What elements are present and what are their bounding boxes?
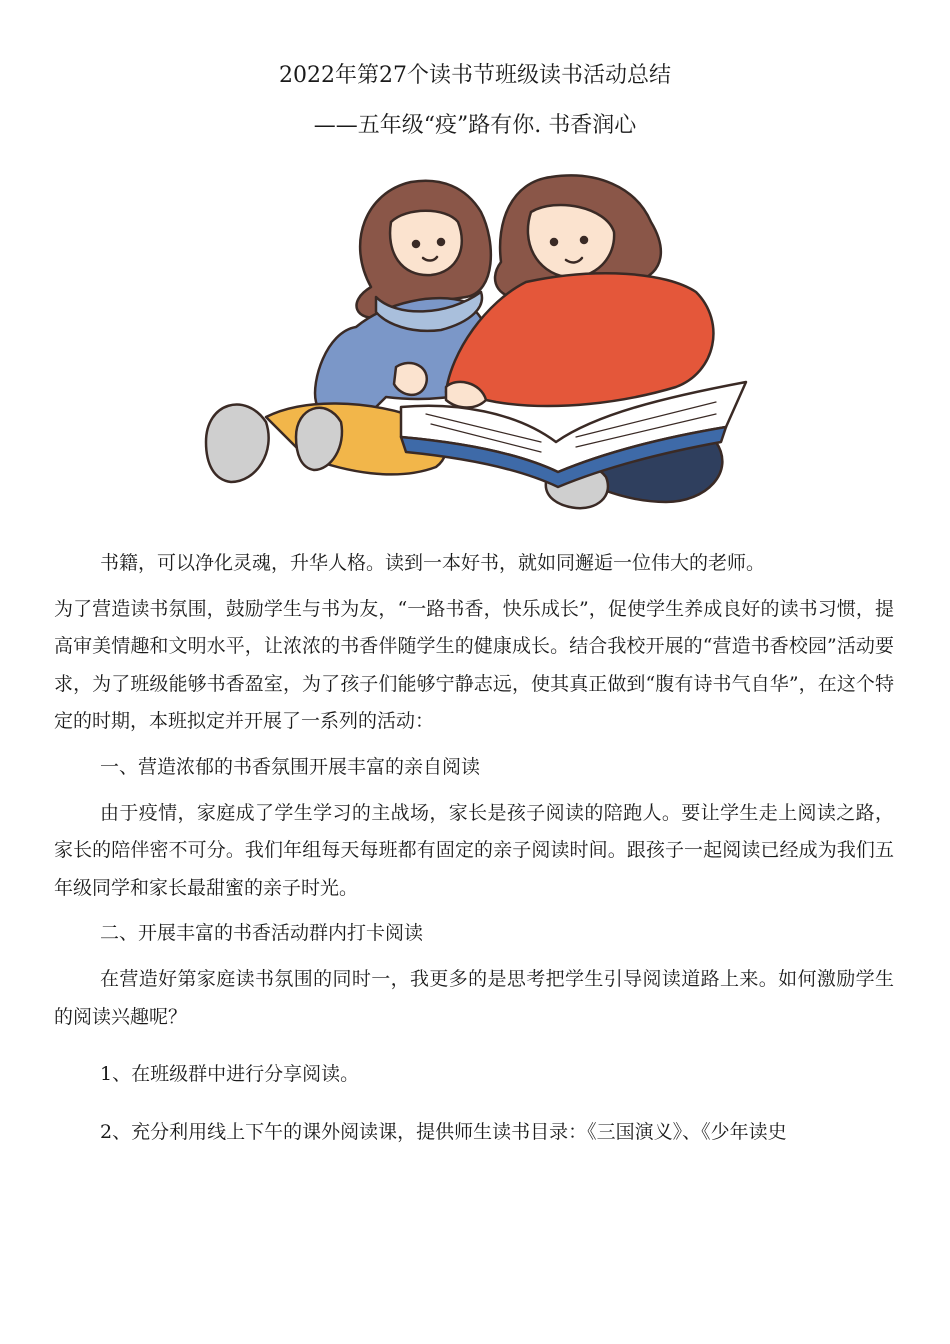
section-heading-2: 二、开展丰富的书香活动群内打卡阅读: [100, 922, 424, 945]
paragraph-section-1: 由于疫情，家庭成了学生学习的主战场，家长是孩子阅读的陪跑人。要让学生走上阅读之路，家长的陪伴密不可分。我们年组每天每班都有固定的亲子阅读时间。跟孩子一起阅读已经成为我们五年级同学和家长最甜蜜的亲子时光。: [54, 801, 894, 899]
paragraph-intro: 书籍，可以净化灵魂，升华人格。读到一本好书，就如同邂逅一位伟大的老师。: [100, 552, 766, 574]
paragraph-purpose: 为了营造读书氛围，鼓励学生与书为友，“一路书香，快乐成长”，促使学生养成良好的读书习惯，提高审美情趣和文明水平，让浓浓的书香伴随学生的健康成长。结合我校开展的“营造书香校园”活动要求，为了班级能够书香盈室，为了孩子们能够宁静志远，使其真正做到“腹有诗书气自华”，在这个特定的时期，本班拟定并开展了一系列的活动：: [54, 597, 894, 733]
list-item-1: 1、在班级群中进行分享阅读。: [100, 1063, 360, 1086]
two-girls-reading-book-illustration: [196, 152, 752, 514]
document-body: [54, 545, 894, 1151]
paragraph-section-2: 在营造好第家庭读书氛围的同时一，我更多的是思考把学生引导阅读道路上来。如何激励学生的阅读兴趣呢？: [54, 967, 894, 1028]
section-heading-1: 一、营造浓郁的书香氛围开展丰富的亲自阅读: [100, 755, 481, 778]
list-item-2: 2、充分利用线上下午的课外阅读课，提供师生读书目录：《三国演义》、《少年读史: [100, 1120, 787, 1143]
document-title: 2022年第27个读书节班级读书活动总结: [279, 63, 671, 88]
document-subtitle: ——五年级“疫”路有你. 书香润心: [313, 113, 637, 138]
